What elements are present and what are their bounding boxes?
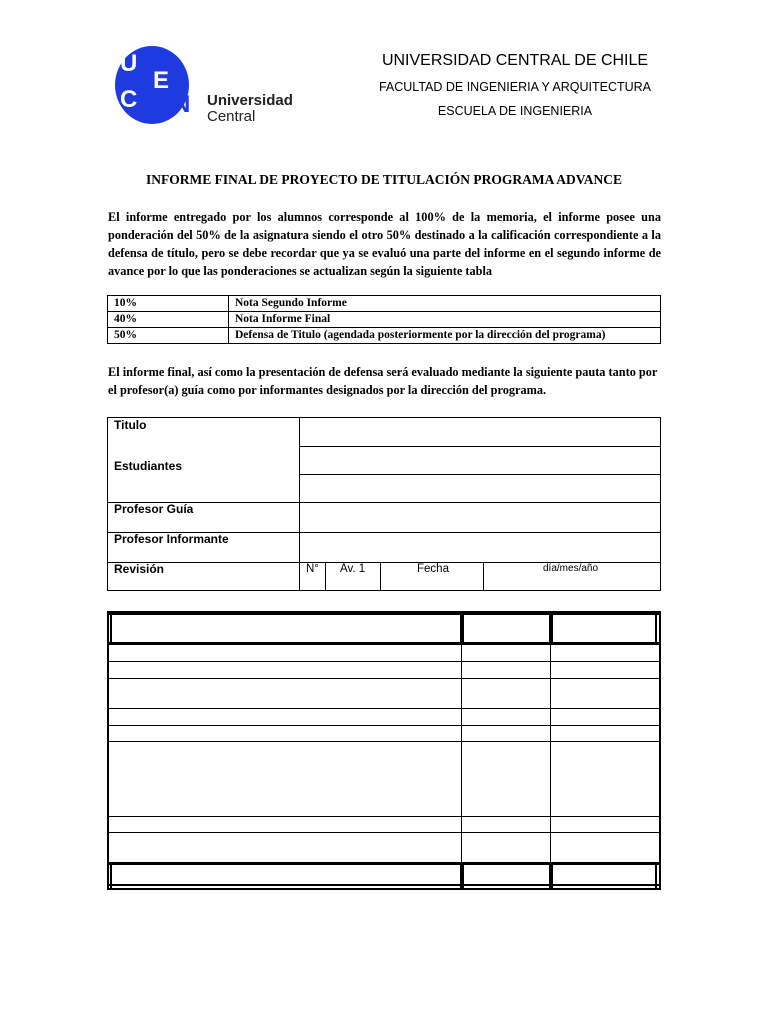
grid-row <box>107 678 661 679</box>
document-title: INFORME FINAL DE PROYECTO DE TITULACIÓN PROGRAMA ADVANCE <box>146 172 622 187</box>
grid-row <box>107 816 661 817</box>
intro-paragraph: El informe entregado por los alumnos corresponde al 100% de la memoria, el informe posee una ponderación del 50% de la asignatura siendo el otro 50% destinado a la calificación correspondiente a la defensa de título, pero se debe recordar que ya se evaluó una parte del informe en el segundo informe de avance por lo que las ponderaciones se actualizan según la siguiente tabla <box>108 210 661 278</box>
grid-border-left <box>107 611 109 890</box>
info-col-divider <box>299 418 300 590</box>
university-name: UNIVERSIDAD CENTRAL DE CHILE <box>381 52 649 69</box>
grid-footer-double <box>107 884 661 886</box>
logo-letter-u: U <box>120 50 138 77</box>
info-col-divider <box>483 562 484 590</box>
faculty-name: FACULTAD DE INGENIERIA Y ARQUITECTURA <box>378 80 652 94</box>
logo-word-central: Central <box>207 108 256 125</box>
weight-label: Defensa de Titulo (agendada posteriormente por la dirección del programa) <box>229 328 661 344</box>
grid-border-bottom <box>107 888 661 890</box>
info-col-divider <box>380 562 381 590</box>
weight-pct: 10% <box>108 296 229 312</box>
weight-pct: 50% <box>108 328 229 344</box>
label-profesor-guia: Profesor Guía <box>114 502 194 516</box>
grid-footer-inner-left <box>110 862 112 888</box>
grid-row <box>107 661 661 662</box>
fecha-format: día/mes/año <box>543 563 599 574</box>
grid-row <box>107 708 661 709</box>
grid-header-bottom <box>107 642 661 645</box>
info-table <box>107 417 661 591</box>
logo-letter-c: C <box>120 86 138 113</box>
grid-header-double <box>107 613 661 615</box>
label-av: Av. 1 <box>340 563 366 575</box>
label-titulo: Titulo <box>114 418 147 432</box>
grid-header-inner-right <box>655 613 657 645</box>
logo-letter-e: E <box>153 67 170 94</box>
grid-footer-col <box>460 862 464 888</box>
grid-row <box>107 725 661 726</box>
logo-word-universidad: Universidad <box>207 92 293 109</box>
evaluation-paragraph: El informe final, así como la presentación de defensa será evaluado mediante la siguiente pauta tanto por el profesor(a) guía como por informantes designados por la dirección del programa. <box>108 365 658 397</box>
logo-letter-n: N <box>173 91 191 118</box>
label-revision: Revisión <box>114 562 165 576</box>
university-logo <box>115 46 295 128</box>
label-fecha: Fecha <box>417 563 449 575</box>
grid-footer-inner-right <box>655 862 657 888</box>
evaluation-grid <box>107 611 661 890</box>
label-numero: N° <box>306 563 319 575</box>
grid-row <box>107 741 661 742</box>
grid-footer-col <box>549 862 553 888</box>
grid-header-col <box>460 613 464 645</box>
weight-pct: 40% <box>108 312 229 328</box>
info-row-line <box>299 474 661 475</box>
weight-label: Nota Segundo Informe <box>229 296 661 312</box>
weight-row <box>108 296 661 312</box>
info-row-line <box>299 446 661 447</box>
weight-row <box>108 312 661 328</box>
weights-table <box>107 295 661 344</box>
label-profesor-informante: Profesor Informante <box>114 532 229 546</box>
grid-footer-top <box>107 862 661 865</box>
grid-header-col <box>549 613 553 645</box>
grid-header-inner-left <box>110 613 112 645</box>
school-name: ESCUELA DE INGENIERIA <box>437 104 593 118</box>
grid-row <box>107 832 661 833</box>
weight-label: Nota Informe Final <box>229 312 661 328</box>
info-col-divider <box>325 562 326 590</box>
label-estudiantes: Estudiantes <box>114 459 183 473</box>
weight-row <box>108 328 661 344</box>
grid-border-right <box>659 611 661 890</box>
